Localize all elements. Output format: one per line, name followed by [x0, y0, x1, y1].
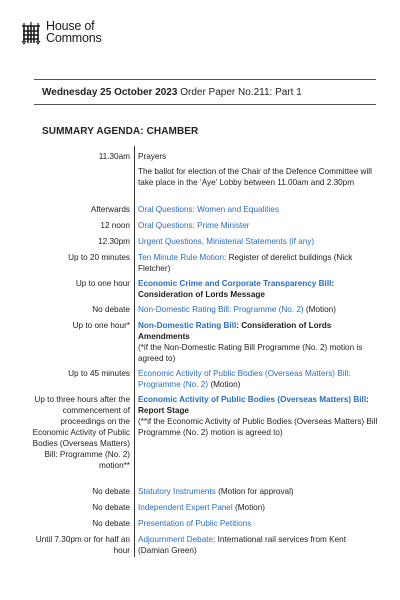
agenda-stage-text: : Report Stage — [138, 395, 369, 415]
agenda-time: Afterwards — [90, 205, 130, 214]
agenda-item — [138, 518, 378, 529]
header-rule-top — [34, 79, 376, 80]
agenda-bill-link[interactable]: Economic Activity of Public Bodies (Overseas Matters) Bill — [138, 395, 367, 404]
agenda-link[interactable]: Presentation of Public Petitions — [138, 519, 252, 528]
agenda-item — [138, 368, 378, 390]
agenda-item — [138, 534, 378, 556]
header-date: Wednesday 25 October 2023 — [42, 87, 178, 98]
agenda-item — [138, 278, 378, 300]
agenda-time: 12.30pm — [98, 237, 130, 246]
agenda-text: (Motion) — [208, 380, 241, 389]
agenda-link[interactable]: Oral Questions: Prime Minister — [138, 221, 250, 230]
agenda-item — [138, 486, 378, 497]
agenda-time: Up to 45 minutes — [68, 369, 130, 378]
agenda-text: Prayers — [138, 152, 167, 161]
agenda-time: 12 noon — [100, 221, 130, 230]
agenda-text: (**if the Economic Activity of Public Bodies (Overseas Matters) Bill Programme (No. 2) motion is agreed to) — [138, 417, 378, 437]
agenda-item — [138, 204, 378, 215]
agenda-link[interactable]: Independent Expert Panel — [138, 503, 233, 512]
agenda-item — [138, 220, 378, 231]
logo-line-1: House of — [46, 19, 95, 33]
agenda-time: No debate — [92, 503, 130, 512]
agenda-text: (*if the Non-Domestic Rating Bill Programme (No. 2) motion is agreed to) — [138, 343, 363, 363]
agenda-link[interactable]: Urgent Questions, Ministerial Statements (if any) — [138, 237, 315, 246]
agenda-bill-link[interactable]: Economic Crime and Corporate Transparency Bill — [138, 279, 332, 288]
agenda-link[interactable]: Statutory Instruments — [138, 487, 216, 496]
agenda-item — [138, 304, 378, 315]
agenda-text: : International rail services from Kent (Damian Green) — [138, 535, 346, 555]
agenda-text: : Register of derelict buildings (Nick Fletcher) — [138, 253, 353, 273]
agenda-time: Up to one hour* — [72, 321, 130, 330]
agenda-time: Up to one hour — [75, 279, 130, 288]
agenda-text: (Motion) — [232, 503, 265, 512]
summary-agenda-heading: SUMMARY AGENDA: CHAMBER — [42, 126, 199, 137]
header-paper-title: Order Paper No.211: Part 1 — [177, 87, 302, 98]
agenda-item — [138, 252, 378, 274]
agenda-item — [138, 151, 378, 162]
logo-line-2: Commons — [46, 31, 102, 45]
agenda-link[interactable]: Economic Activity of Public Bodies (Overseas Matters) Bill: Programme (No. 2) — [138, 369, 351, 389]
portcullis-icon — [20, 21, 42, 45]
agenda-item — [138, 320, 378, 364]
agenda-item — [138, 394, 378, 438]
order-paper-header — [42, 87, 302, 98]
agenda-time: Until 7.30pm or for half an hour — [35, 535, 130, 555]
agenda-stage-text: : Consideration of Lords Message — [138, 279, 335, 299]
agenda-bill-link[interactable]: Non-Domestic Rating Bill — [138, 321, 237, 330]
agenda-text: The ballot for election of the Chair of the Defence Committee will take place in the ‘Aye’ Lobby between 11.00am and 2.30pm — [138, 167, 372, 187]
agenda-time: Up to three hours after the commencement of proceedings on the Economic Activity of Public Bodies (Overseas Matters) Bill: Programme (No. 2) motion** — [32, 395, 130, 470]
header-rule-bottom — [34, 104, 376, 105]
agenda-time: 11.30am — [98, 152, 130, 161]
agenda-link[interactable]: Non-Domestic Rating Bill: Programme (No. 2) — [138, 305, 304, 314]
agenda-item — [138, 502, 378, 513]
agenda-text: (Motion) — [303, 305, 336, 314]
agenda-link[interactable]: Adjournment Debate — [138, 535, 214, 544]
agenda-time: No debate — [92, 487, 130, 496]
agenda-link[interactable]: Ten Minute Rule Motion — [138, 253, 225, 262]
agenda-stage-text: : Consideration of Lords Amendments — [138, 321, 332, 341]
agenda-divider — [134, 146, 135, 557]
agenda-link[interactable]: Oral Questions: Women and Equalities — [138, 205, 279, 214]
agenda-item — [138, 166, 378, 188]
agenda-time: No debate — [92, 305, 130, 314]
agenda-text: (Motion for approval) — [215, 487, 294, 496]
agenda-time: Up to 20 minutes — [68, 253, 130, 262]
agenda-time: No debate — [92, 519, 130, 528]
agenda-item — [138, 236, 378, 247]
house-of-commons-logo — [20, 20, 102, 45]
